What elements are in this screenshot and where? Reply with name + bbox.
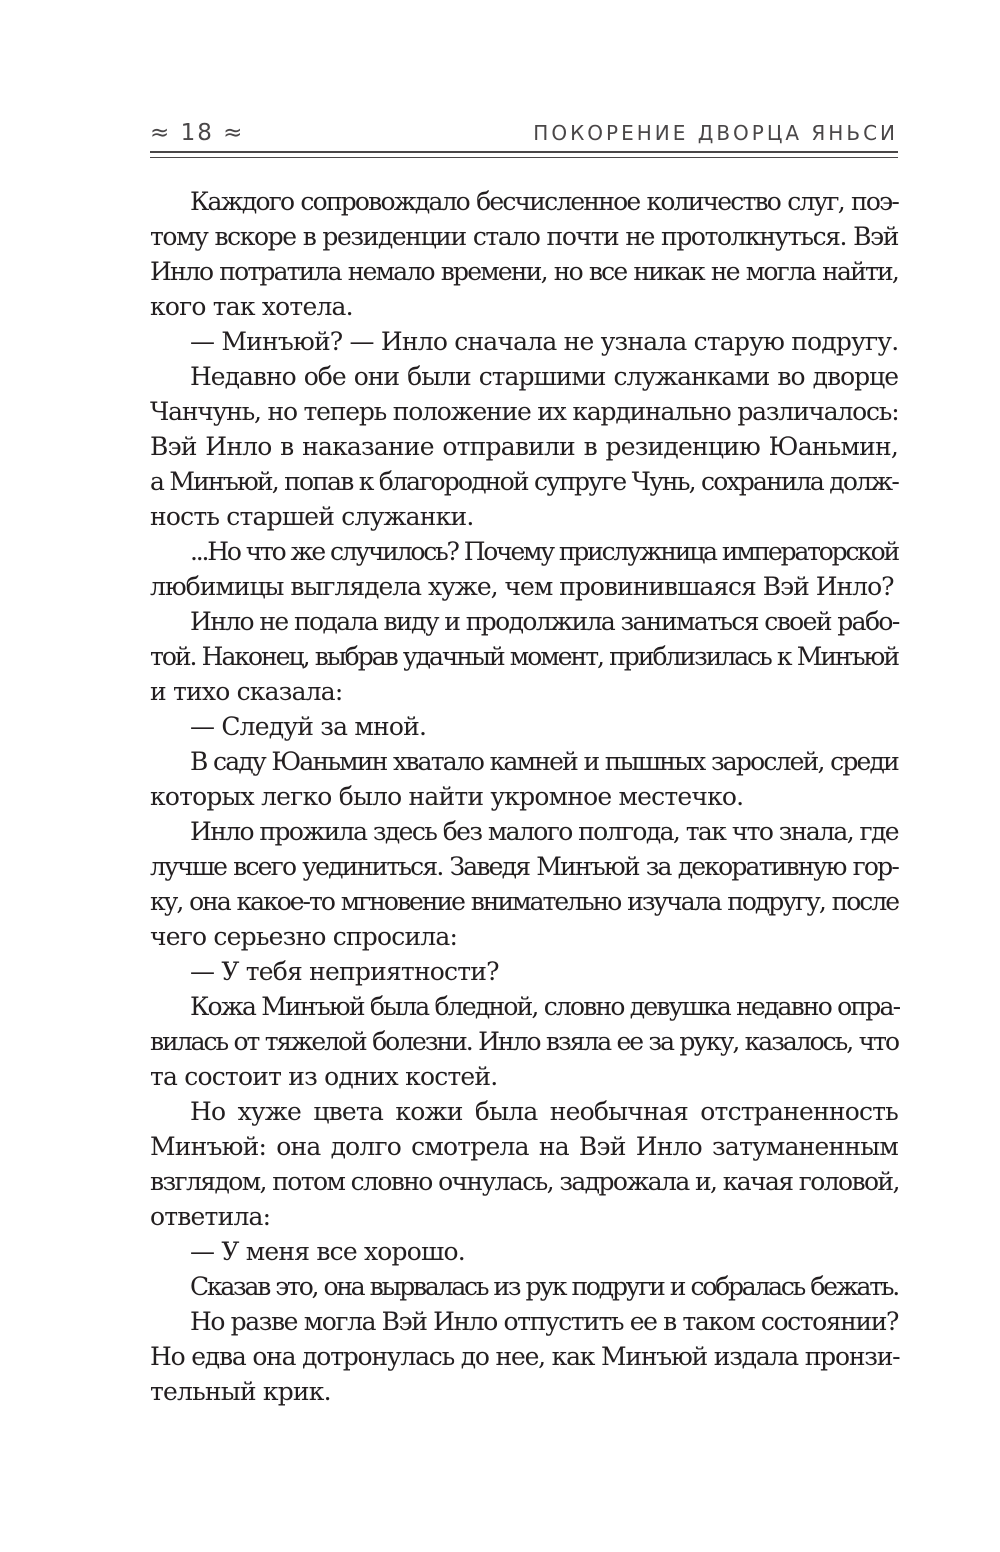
- text-line: Инло потратила немало времени, но все никак не могла найти,: [150, 257, 898, 286]
- text-line: Каждого сопровождало бесчисленное количество слуг, поэ-: [190, 187, 898, 216]
- header-rule-thick: [150, 151, 898, 153]
- header-rule-thin: [150, 157, 898, 158]
- text-line: Инло прожила здесь без малого полгода, так что знала, где: [190, 817, 898, 846]
- book-title: ПОКОРЕНИЕ ДВОРЦА ЯНЬСИ: [533, 121, 898, 145]
- text-line: ответила:: [150, 1202, 271, 1231]
- text-line: чего серьезно спросила:: [150, 922, 458, 951]
- text-line: Сказав это, она вырвалась из рук подруги и собралась бежать.: [190, 1272, 898, 1301]
- running-head: [150, 117, 898, 149]
- text-line: любимицы выглядела хуже, чем провинившаяся Вэй Инло?: [150, 572, 894, 601]
- text-line: Недавно обе они были старшими служанками во дворце: [190, 362, 898, 391]
- text-line: — У тебя неприятности?: [190, 957, 499, 986]
- text-line: Минъюй: она долго смотрела на Вэй Инло затуманенным: [150, 1132, 898, 1161]
- text-line: — Следуй за мной.: [190, 712, 427, 741]
- text-line: Но хуже цвета кожи была необычная отстраненность: [190, 1097, 898, 1126]
- text-line: а Минъюй, попав к благородной супруге Чунь, сохранила долж-: [150, 467, 898, 496]
- text-line: и тихо сказала:: [150, 677, 343, 706]
- page-number: ≈ 18 ≈: [150, 120, 245, 146]
- text-line: ку, она какое-то мгновение внимательно изучала подругу, после: [150, 887, 898, 916]
- text-line: которых легко было найти укромное местечко.: [150, 782, 744, 811]
- text-line: Но разве могла Вэй Инло отпустить ее в таком состоянии?: [190, 1307, 898, 1336]
- text-line: той. Наконец, выбрав удачный момент, приблизилась к Минъюй: [150, 642, 898, 671]
- text-line: ...Но что же случилось? Почему прислужница императорской: [190, 537, 898, 566]
- text-line: тому вскоре в резиденции стало почти не протолкнуться. Вэй: [150, 222, 898, 251]
- body-text: [150, 184, 898, 1409]
- text-line: вилась от тяжелой болезни. Инло взяла ее за руку, казалось, что: [150, 1027, 898, 1056]
- text-line: Чанчунь, но теперь положение их кардинально различалось:: [150, 397, 899, 426]
- text-line: Кожа Минъюй была бледной, словно девушка недавно опра-: [190, 992, 900, 1021]
- text-line: Но едва она дотронулась до нее, как Минъюй издала пронзи-: [150, 1342, 900, 1371]
- text-line: лучше всего уединиться. Заведя Минъюй за декоративную гор-: [150, 852, 898, 881]
- text-line: — Минъюй? — Инло сначала не узнала старую подругу.: [190, 327, 899, 356]
- text-line: В саду Юаньмин хватало камней и пышных зарослей, среди: [190, 747, 898, 776]
- text-line: кого так хотела.: [150, 292, 353, 321]
- text-line: взглядом, потом словно очнулась, задрожала и, качая головой,: [150, 1167, 899, 1196]
- text-line: тельный крик.: [150, 1377, 331, 1406]
- text-line: — У меня все хорошо.: [190, 1237, 465, 1266]
- text-line: Инло не подала виду и продолжила заниматься своей рабо-: [190, 607, 899, 636]
- text-line: та состоит из одних костей.: [150, 1062, 498, 1091]
- text-line: Вэй Инло в наказание отправили в резиденцию Юаньмин,: [150, 432, 898, 461]
- text-line: ность старшей служанки.: [150, 502, 474, 531]
